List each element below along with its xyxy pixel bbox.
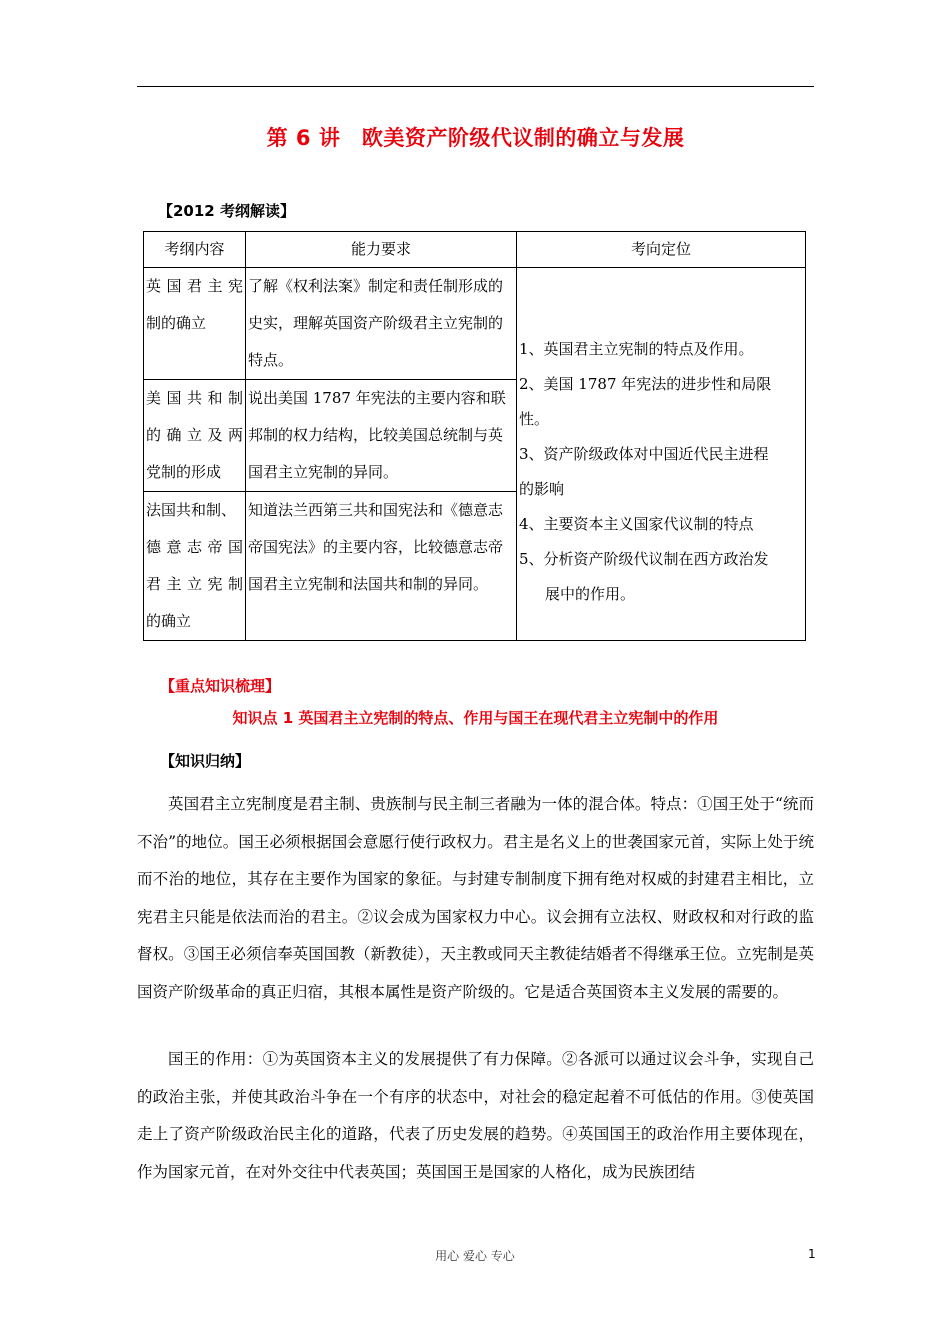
direction-item: 5、分析资产阶级代议制在西方政治发 (519, 550, 769, 568)
column-header: 考向定位 (517, 232, 806, 268)
page-number: 1 (808, 1247, 816, 1261)
column-header: 考纲内容 (144, 232, 246, 268)
direction-item: 4、主要资本主义国家代议制的特点 (519, 515, 754, 533)
direction-item: 2、美国 1787 年宪法的进步性和局限 (519, 375, 772, 393)
summary-heading: 【知识归纳】 (160, 752, 251, 770)
cell-line: 法国共和制、 (146, 501, 237, 519)
table-row (144, 268, 806, 380)
footer-text: 用心 爱心 专心 (435, 1249, 515, 1263)
cell-line: 的确立及两 (146, 426, 243, 444)
direction-item: 的影响 (519, 480, 565, 498)
syllabus-content-cell (144, 380, 246, 492)
direction-cell (517, 268, 806, 641)
page-title: 第 6 讲 欧美资产阶级代议制的确立与发展 (266, 126, 685, 150)
direction-item: 1、英国君主立宪制的特点及作用。 (519, 340, 754, 358)
ability-cell: 知道法兰西第三共和国宪法和《德意志帝国宪法》的主要内容，比较德意志帝国君主立宪制和法国共和制的异同。 (246, 492, 517, 641)
cell-line: 制的确立 (146, 314, 207, 332)
syllabus-table (143, 231, 806, 641)
syllabus-content-cell (144, 492, 246, 641)
syllabus-heading: 【2012 考纲解读】 (158, 202, 295, 220)
cell-line: 党制的形成 (146, 463, 222, 481)
body-paragraph: 英国君主立宪制度是君主制、贵族制与民主制三者融为一体的混合体。特点：①国王处于“统而不治”的地位。国王必须根据国会意愿行使行政权力。君主是名义上的世袭国家元首，实际上处于统而不治的地位，其存在主要作为国家的象征。与封建专制制度下拥有绝对权威的封建君主相比，立宪君主只能是依法而治的君主。②议会成为国家权力中心。议会拥有立法权、财政权和对行政的监督权。③国王必须信奉英国国教（新教徒），天主教或同天主教徒结婚者不得继承王位。立宪制是英国资产阶级革命的真正归宿，其根本属性是资产阶级的。它是适合英国资本主义发展的需要的。 (137, 795, 814, 1001)
table-header-row (144, 232, 806, 268)
cell-line: 德意志帝国 (146, 538, 243, 556)
ability-cell: 了解《权利法案》制定和责任制形成的史实，理解英国资产阶级君主立宪制的特点。 (246, 268, 517, 380)
body-paragraph: 国王的作用：①为英国资本主义的发展提供了有力保障。②各派可以通过议会斗争，实现自己的政治主张，并使其政治斗争在一个有序的状态中，对社会的稳定起着不可低估的作用。③使英国走上了资产阶级政治民主化的道路，代表了历史发展的趋势。④英国国王的政治作用主要体现在，作为国家元首，在对外交往中代表英国；英国国王是国家的人格化，成为民族团结 (137, 1050, 814, 1181)
direction-item: 展中的作用。 (545, 585, 636, 603)
cell-line: 英国君主宪 (146, 277, 243, 295)
ability-cell: 说出美国 1787 年宪法的主要内容和联邦制的权力结构，比较美国总统制与英国君主立宪制的异同。 (246, 380, 517, 492)
knowledge-point-heading: 知识点 1 英国君主立宪制的特点、作用与国王在现代君主立宪制中的作用 (232, 709, 719, 727)
syllabus-content-cell (144, 268, 246, 380)
cell-line: 君主立宪制 (146, 575, 243, 593)
direction-item: 性。 (519, 410, 550, 428)
direction-item: 3、资产阶级政体对中国近代民主进程 (519, 445, 769, 463)
cell-line: 美国共和制 (146, 389, 243, 407)
cell-line: 的确立 (146, 612, 192, 630)
header-rule (137, 86, 814, 87)
column-header: 能力要求 (246, 232, 517, 268)
key-section-heading: 【重点知识梳理】 (160, 677, 281, 695)
